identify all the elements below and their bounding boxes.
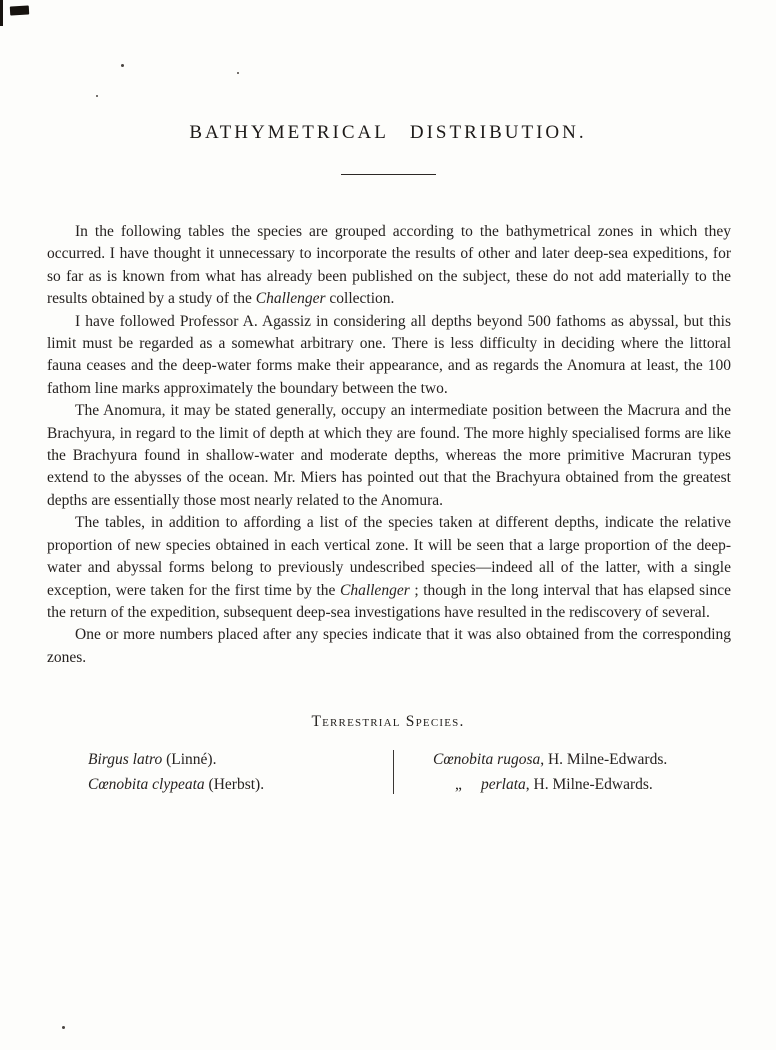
species-name: perlata (481, 776, 526, 794)
species-name: Cœnobita rugosa (433, 751, 541, 769)
title-rule (341, 174, 436, 175)
paragraph-1: In the following tables the species are grouped according to the bathymetrical zones in which they occurred. I have thought it unnecessary to incorporate the results of other and later deep-sea expeditions, for so far as is known from what has already been published on the subject, these do not add materially to the results obtained by a study of the Challenger collection. (47, 223, 731, 308)
species-authority: (Herbst). (204, 776, 265, 794)
species-authority: (Linné). (162, 751, 217, 769)
species-name: Cœnobita clypeata (88, 776, 205, 794)
ink-speck (96, 95, 98, 97)
ink-speck (62, 1026, 65, 1029)
ink-speck (121, 64, 124, 67)
species-authority: , H. Milne-Edwards. (540, 751, 668, 769)
species-name: Birgus latro (88, 751, 163, 769)
species-column-left (47, 747, 393, 797)
section-heading: Terrestrial Species. (311, 713, 465, 731)
paragraph-5: One or more numbers placed after any species indicate that it was also obtained from the corresponding zones. (47, 626, 731, 666)
scan-artifact-edge (0, 0, 3, 26)
species-authority: , H. Milne-Edwards. (525, 776, 653, 794)
species-column-right (394, 747, 667, 797)
body-text (47, 221, 731, 669)
paragraph-2: I have followed Professor A. Agassiz in considering all depths beyond 500 fathoms as abyssal, but this limit must be regarded as a somewhat arbitrary one. There is less difficulty in deciding where the littoral fauna ceases and the deep-water forms make their appearance, and as regards the Anomura at least, the 100 fathom line marks approximately the boundary between the two. (47, 312, 731, 397)
paragraph-3: The Anomura, it may be stated generally, occupy an intermediate position between the Macrura and the Brachyura, in regard to the limit of depth at which they are found. The more highly specialised forms are like the Brachyura found in shallow-water and moderate depths, whereas the more primitive Macruran types extend to the abysses of the ocean. Mr. Miers has pointed out that the Brachyura obtained from the greatest depths are essentially those most nearly related to the Anomura. (47, 402, 731, 509)
paragraph-4: The tables, in addition to affording a list of the species taken at different depths, indicate the relative proportion of new species obtained in each vertical zone. It will be seen that a large proportion of the deep-water and abyssal forms belong to previously undescribed species—indeed all of the latter, with a single exception, were taken for the first time by the Challenger ; though in the long interval that has elapsed since the return of the expedition, subsequent deep-sea investigations have resulted in the rediscovery of several. (47, 514, 731, 621)
species-item (88, 747, 393, 772)
species-list (47, 747, 731, 797)
species-item (88, 772, 393, 797)
species-item (433, 772, 667, 797)
species-item (433, 747, 667, 772)
page-title: BATHYMETRICAL DISTRIBUTION. (189, 122, 587, 143)
ink-speck (237, 72, 239, 74)
ditto-mark: „ (455, 776, 462, 794)
scan-artifact-corner (10, 6, 29, 16)
